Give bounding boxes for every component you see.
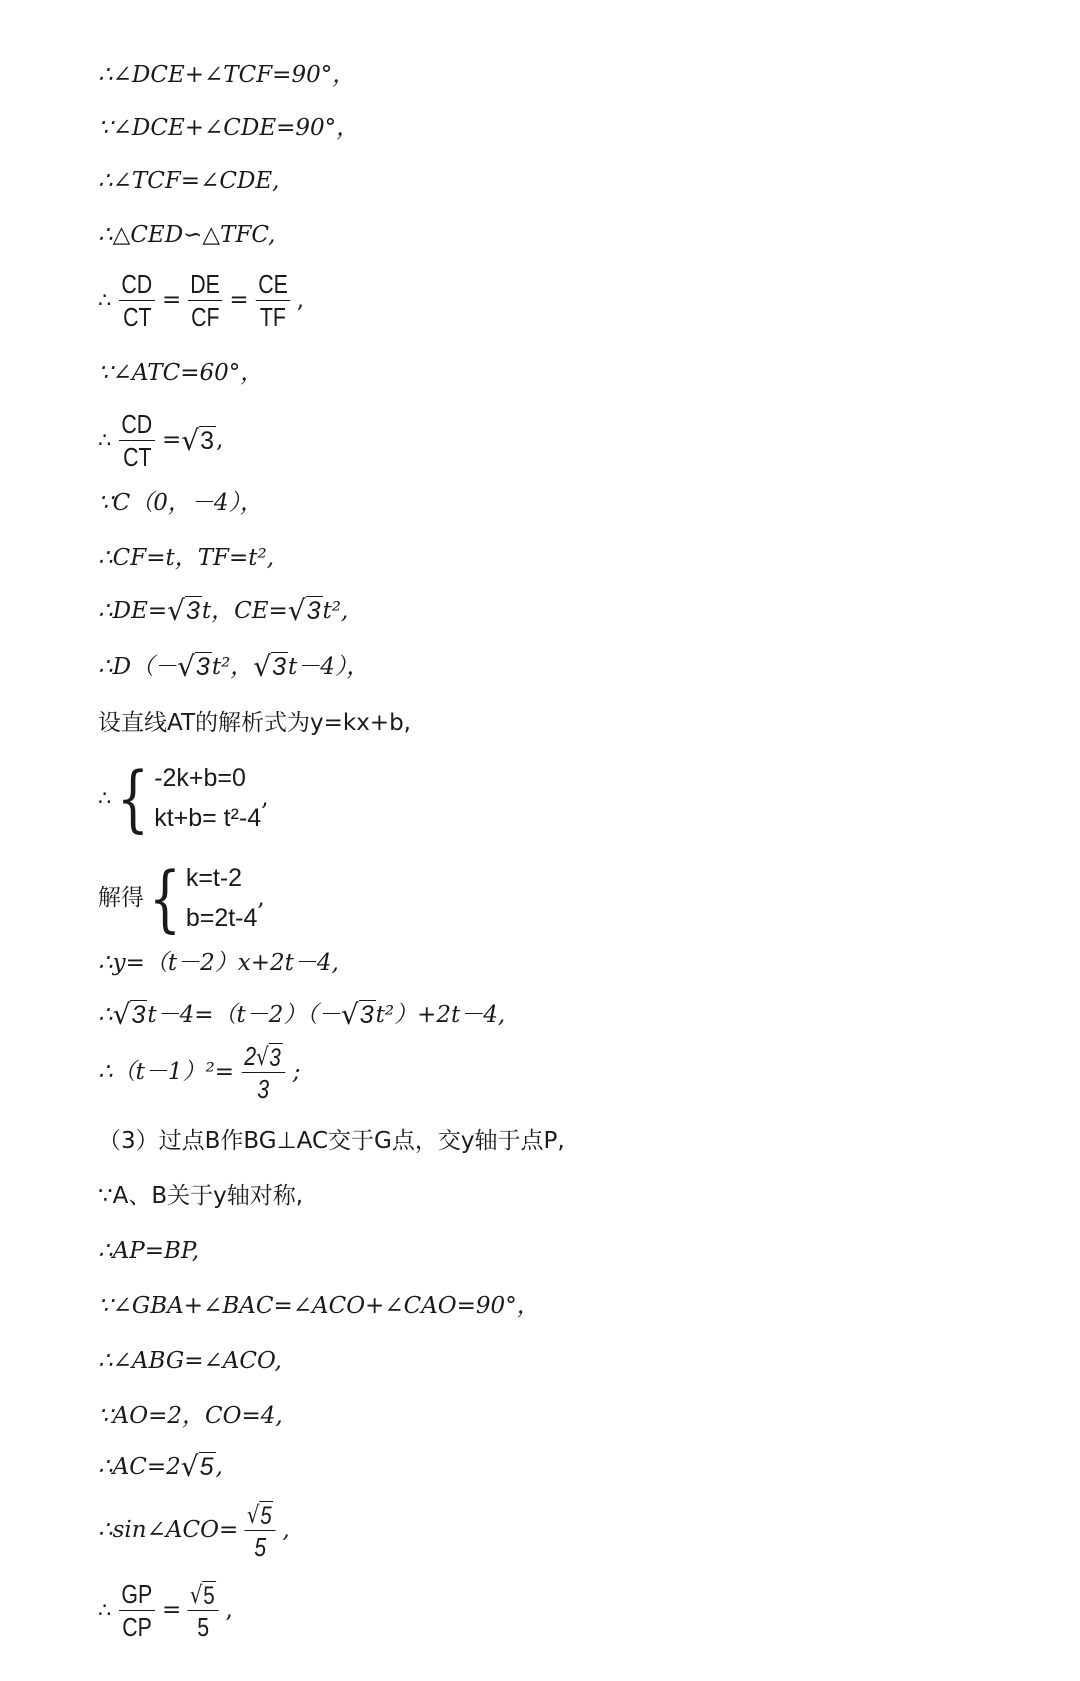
numerator (245, 1498, 276, 1531)
therefore-symbol: ∴ (98, 785, 112, 810)
fraction-sqrt5-over-5 (184, 1578, 222, 1643)
line-22 (98, 1348, 282, 1374)
text-segment: ∴（t－1）²= (98, 1059, 235, 1086)
line-11 (98, 652, 369, 682)
text-segment: ∴ (98, 1001, 113, 1028)
line-6-text: ∵∠ATC=60°， (98, 360, 264, 386)
comma: , (215, 1453, 223, 1480)
line-16 (98, 1000, 505, 1030)
line-5 (98, 268, 304, 333)
equals: = (161, 287, 182, 314)
fraction-cd-ct (115, 268, 159, 333)
line-8-text: ∵C（0，－4）， (98, 490, 263, 516)
comma: , (225, 1597, 233, 1624)
equals: = (161, 1597, 182, 1624)
comma: , (296, 287, 305, 314)
denominator: TF (259, 302, 286, 332)
radicand: 3 (306, 597, 321, 625)
equations (154, 758, 261, 838)
line-15-text: ∴y=（t－2）x+2t－4, (98, 950, 339, 976)
line-18 (98, 1128, 565, 1154)
semicolon: ; (292, 1059, 301, 1086)
text-segment: ∴AC=2 (98, 1453, 181, 1480)
line-25 (98, 1498, 290, 1563)
left-brace: { (148, 856, 181, 940)
sqrt (113, 1000, 148, 1030)
line-24 (98, 1452, 223, 1482)
line-8 (98, 490, 263, 516)
radical-sign: √ (112, 998, 131, 1031)
denominator: 5 (254, 1532, 267, 1562)
radical-sign: √ (190, 1581, 203, 1609)
radical-sign: √ (167, 594, 185, 627)
comma: , (257, 884, 265, 911)
sqrt (253, 652, 288, 682)
sqrt (256, 1043, 282, 1072)
line-23 (98, 1403, 283, 1429)
line-12 (98, 710, 411, 736)
line-23-text: ∵AO=2，CO=4, (98, 1403, 283, 1429)
radical-sign: √ (287, 594, 306, 627)
line-6 (98, 360, 263, 386)
numerator (188, 1578, 219, 1611)
line-19 (98, 1183, 303, 1209)
equals: = (229, 287, 249, 314)
equation-1: k=t-2 (185, 864, 243, 892)
denominator: CP (122, 1612, 152, 1642)
line-10 (98, 596, 348, 626)
radicand: 3 (195, 653, 210, 681)
line-1-text: ∴∠DCE+∠TCF=90°， (98, 62, 356, 88)
therefore-symbol: ∴ (98, 288, 112, 313)
equation-2: b=2t-4 (185, 904, 258, 932)
line-9-text: ∴CF=t，TF=t², (98, 545, 275, 571)
line-4 (98, 222, 276, 248)
text-segment: t－4=（t－2）（－ (147, 1001, 341, 1028)
sqrt (247, 1501, 273, 1530)
line-20 (98, 1238, 199, 1264)
line-21 (98, 1293, 540, 1319)
sqrt (190, 1581, 216, 1610)
equation-system (144, 858, 257, 938)
radicand: 3 (359, 1001, 374, 1029)
radical-sign: √ (177, 650, 195, 683)
text-segment: ∴DE= (98, 597, 168, 624)
sqrt (181, 423, 216, 457)
equation-2: kt+b= t²-4 (154, 804, 262, 832)
radical-sign: √ (247, 1501, 260, 1529)
text-segment: t，CE= (201, 597, 288, 624)
numerator: CD (119, 408, 155, 441)
fraction-de-cf (184, 268, 226, 333)
fraction-gp-cp (115, 1578, 159, 1643)
denominator: 3 (257, 1074, 270, 1104)
text-segment: t²）+2t－4, (375, 1001, 506, 1028)
radicand: 3 (272, 653, 287, 681)
solve-label: 解得 (98, 884, 144, 911)
denominator: CT (122, 442, 152, 472)
sqrt (181, 1452, 216, 1482)
line-19-text: ∵A、B关于y轴对称, (98, 1183, 304, 1209)
comma: , (261, 784, 269, 811)
radical-sign: √ (256, 1043, 269, 1071)
radicand: 3 (200, 426, 214, 455)
coefficient: 2 (244, 1041, 257, 1071)
line-7 (98, 408, 223, 473)
radicand: 5 (199, 1453, 214, 1481)
equation-system (112, 758, 261, 838)
denominator: 5 (197, 1612, 210, 1642)
line-22-text: ∴∠ABG=∠ACO, (98, 1348, 282, 1374)
fraction-sqrt5-over-5 (241, 1498, 279, 1563)
denominator: CT (122, 302, 152, 332)
numerator: GP (119, 1578, 155, 1611)
line-3-text: ∴∠TCF=∠CDE, (98, 168, 280, 194)
text-segment: ∴sin∠ACO= (98, 1517, 239, 1544)
line-9 (98, 545, 274, 571)
sqrt (177, 652, 212, 682)
radicand: 5 (203, 1582, 215, 1610)
equals: = (161, 427, 182, 454)
line-12-text: 设直线AT的解析式为y=kx+b, (98, 710, 411, 736)
line-14 (98, 858, 265, 938)
text-segment: ∴D（－ (98, 653, 178, 680)
radical-sign: √ (180, 1450, 199, 1483)
comma: , (282, 1517, 290, 1544)
therefore-symbol: ∴ (98, 428, 112, 453)
numerator: CE (255, 268, 290, 301)
line-2-text: ∵∠DCE+∠CDE=90°， (98, 115, 360, 141)
line-13 (98, 758, 269, 838)
text-segment: t²， (211, 653, 254, 680)
line-1 (98, 62, 355, 88)
comma: , (215, 427, 224, 454)
text-segment: t², (322, 597, 349, 624)
line-3 (98, 168, 279, 194)
equation-1: -2k+b=0 (154, 764, 246, 792)
equations (186, 858, 258, 938)
therefore-symbol: ∴ (98, 1598, 112, 1623)
line-2 (98, 115, 359, 141)
line-21-text: ∵∠GBA+∠BAC=∠ACO+∠CAO=90°， (98, 1293, 540, 1319)
sqrt (341, 1000, 376, 1030)
radicand: 5 (260, 1502, 272, 1530)
line-15 (98, 950, 339, 976)
numerator (242, 1040, 285, 1073)
radical-sign: √ (253, 650, 272, 683)
line-4-text: ∴△CED∽△TFC, (98, 222, 276, 248)
numerator: CD (119, 268, 155, 301)
radicand: 3 (185, 597, 200, 625)
left-brace: { (117, 756, 150, 840)
fraction-ce-tf (252, 268, 294, 333)
sqrt (167, 596, 202, 626)
sqrt (288, 596, 323, 626)
line-20-text: ∴AP=BP, (98, 1238, 200, 1264)
numerator: DE (188, 268, 223, 301)
line-26 (98, 1578, 233, 1643)
radical-sign: √ (181, 423, 200, 457)
line-18-text: （3）过点B作BG⊥AC交于G点，交y轴于点P, (98, 1128, 565, 1154)
denominator: CF (191, 302, 220, 332)
radical-sign: √ (340, 998, 359, 1031)
line-17 (98, 1040, 300, 1105)
fraction-cd-ct (115, 408, 159, 473)
radicand: 3 (131, 1001, 146, 1029)
text-segment: t－4）， (288, 653, 370, 680)
fraction-2sqrt3-over-3 (237, 1040, 290, 1105)
radicand: 3 (269, 1044, 281, 1072)
